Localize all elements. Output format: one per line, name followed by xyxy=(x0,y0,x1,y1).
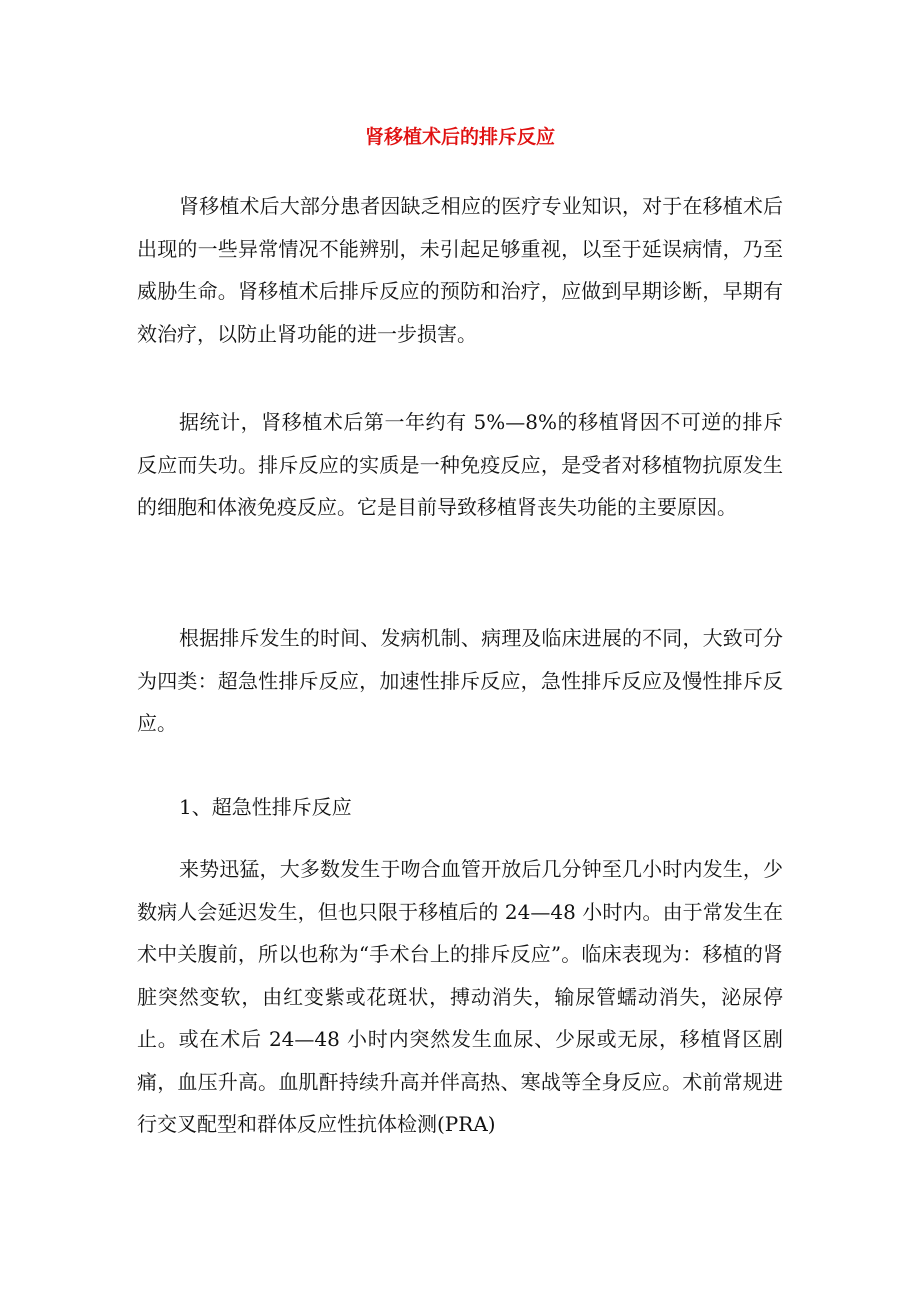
document-title: 肾移植术后的排斥反应 xyxy=(364,126,555,148)
paragraph-statistics: 据统计，肾移植术后第一年约有 5%—8%的移植肾因不可逆的排斥反应而失功。排斥反应的实质是一种免疫反应，是受者对移植物抗原发生的细胞和体液免疫反应。它是目前导致移植肾丧失功能的主要原因。 xyxy=(137,410,783,519)
paragraph-hyperacute: 来势迅猛，大多数发生于吻合血管开放后几分钟至几小时内发生，少数病人会延迟发生，但也只限于移植后的 24—48 小时内。由于常发生在术中关腹前，所以也称为“手术台上的排斥反应”。临床表现为：移植的肾脏突然变软，由红变紫或花斑状，搏动消失，输尿管蠕动消失，泌尿停止。或在术后 24—48 小时内突然发生血尿、少尿或无尿，移植肾区剧痛，血压升高。血肌酐持续升高并伴高热、寒战等全身反应。术前常规进行交叉配型和群体反应性抗体检测(PRA) xyxy=(137,857,783,1136)
paragraph-intro: 肾移植术后大部分患者因缺乏相应的医疗专业知识，对于在移植术后出现的一些异常情况不能辨别，未引起足够重视，以至于延误病情，乃至威胁生命。肾移植术后排斥反应的预防和治疗，应做到早期诊断，早期有效治疗，以防止肾功能的进一步损害。 xyxy=(137,194,783,346)
section-heading-hyperacute: 1、超急性排斥反应 xyxy=(179,795,352,819)
paragraph-classification: 根据排斥发生的时间、发病机制、病理及临床进展的不同，大致可分为四类：超急性排斥反应，加速性排斥反应，急性排斥反应及慢性排斥反应。 xyxy=(137,626,783,735)
